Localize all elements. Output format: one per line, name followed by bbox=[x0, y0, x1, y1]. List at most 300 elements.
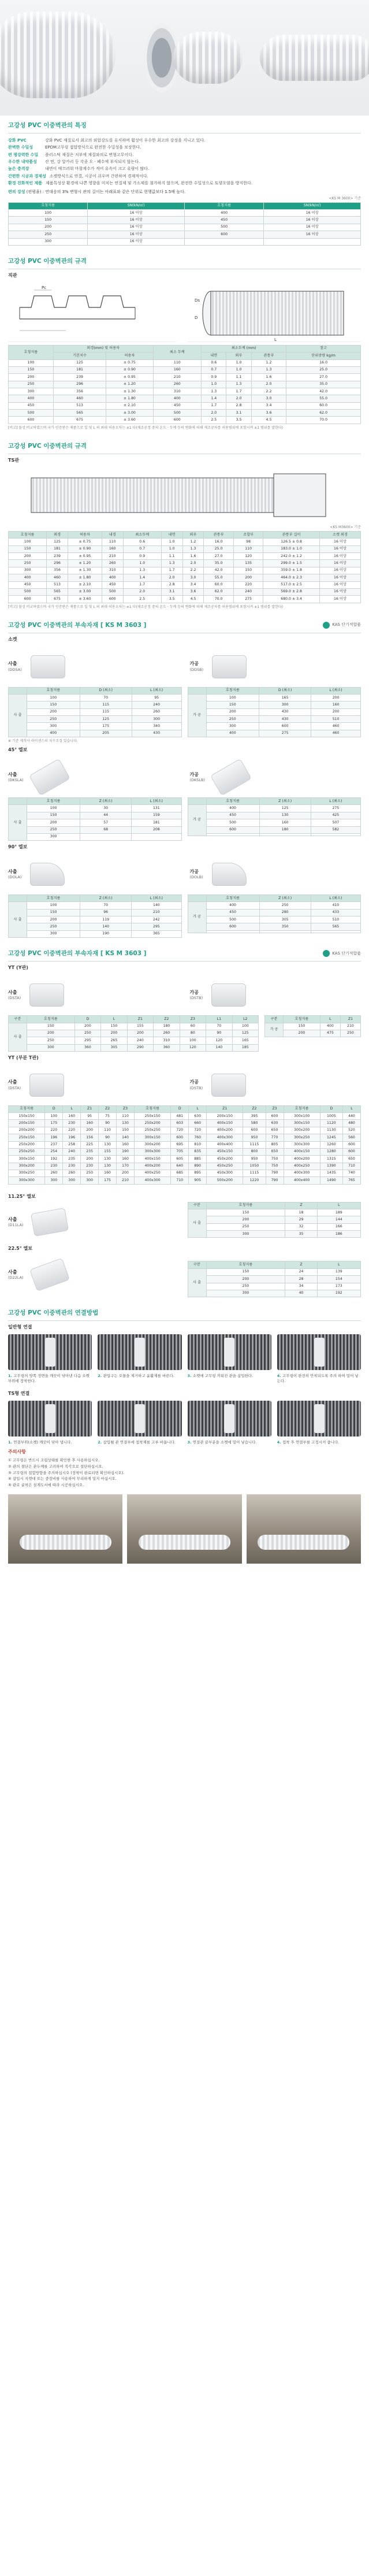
ts-spec-table bbox=[8, 531, 361, 603]
stiffness-table bbox=[8, 202, 361, 246]
table-cell: 60.0 bbox=[286, 402, 361, 409]
table-cell: 400x300 bbox=[284, 1170, 320, 1176]
elbow45-table-a bbox=[8, 797, 182, 841]
table-cell: 100 bbox=[27, 695, 80, 701]
table-cell: 296 bbox=[47, 560, 68, 567]
table-header: 최소두께 bbox=[123, 532, 161, 539]
table-cell: 299.0 ± 1.5 bbox=[263, 560, 320, 567]
caution-text: 고무링은 반드시 조립상태를 확인한 후 사용하십시오. bbox=[12, 1458, 100, 1463]
table-cell: 500 bbox=[9, 588, 47, 595]
table-cell: 16 이상 bbox=[319, 539, 360, 545]
table-header: 호칭지름 bbox=[206, 798, 259, 805]
fitting-name: 가공 bbox=[189, 661, 199, 667]
table-cell: 0.7 bbox=[202, 366, 226, 373]
table-cell: 630 bbox=[189, 1113, 207, 1120]
spec-table bbox=[8, 345, 361, 424]
table-cell: 740 bbox=[342, 1170, 360, 1176]
fitting-name: 사출 bbox=[8, 868, 17, 874]
table-cell: 460 bbox=[311, 730, 361, 737]
feature-key: 간편한 시공과 경제성 bbox=[8, 173, 46, 179]
table-cell: 150 bbox=[27, 909, 80, 916]
join-photo bbox=[8, 1334, 92, 1370]
table-cell: 675 bbox=[47, 596, 68, 603]
table-cell: 1315 bbox=[320, 1156, 342, 1163]
site-photos bbox=[8, 1494, 361, 1564]
table-cell: 513 bbox=[53, 402, 106, 409]
fitting-label bbox=[8, 990, 21, 1001]
table-cell: 450x250 bbox=[207, 1163, 243, 1170]
table-cell: 160 bbox=[259, 819, 311, 826]
table-cell: 110 bbox=[117, 1113, 135, 1120]
table-header: 호칭지름 bbox=[9, 345, 54, 359]
table-cell: 240 bbox=[233, 588, 263, 595]
table-row bbox=[9, 1163, 361, 1170]
table-cell: ± 0.95 bbox=[106, 374, 153, 381]
ks-mark-label: KAS 단기적합품 bbox=[332, 951, 361, 956]
table-cell: 258 bbox=[63, 1141, 81, 1148]
table-cell: 68 bbox=[80, 826, 132, 833]
table-cell: 675 bbox=[53, 417, 106, 424]
table-cell: 510 bbox=[311, 716, 361, 723]
table-cell: 150 bbox=[117, 1127, 135, 1134]
table-row bbox=[188, 916, 361, 923]
table-row bbox=[9, 833, 182, 840]
table-cell: 950 bbox=[243, 1134, 266, 1141]
table-row bbox=[265, 1023, 361, 1030]
feature-value: 소켓방식으로 연결, 시공이 쉬우며 간편하며 경제적이다. bbox=[49, 173, 148, 179]
table-row bbox=[9, 217, 361, 224]
fitting-label bbox=[190, 772, 206, 783]
table-cell: 1.0 bbox=[202, 381, 226, 388]
table-cell: 275 bbox=[233, 596, 263, 603]
caution-item: ① 고무링은 반드시 조립상태를 확인한 후 사용하십시오. bbox=[8, 1458, 100, 1463]
table-cell: 150 bbox=[233, 567, 263, 574]
caution-title: 주의사항 bbox=[8, 1449, 26, 1455]
table-cell: ± 1.20 bbox=[106, 381, 153, 388]
table-cell: 1.3 bbox=[161, 560, 182, 567]
table-header: Z (최소) bbox=[80, 798, 132, 805]
table-cell: 200 bbox=[27, 916, 80, 923]
table-header: Z2 bbox=[99, 1105, 117, 1112]
feature-key: 높은 충격강 bbox=[8, 166, 29, 172]
table-header: Z bbox=[285, 1261, 317, 1268]
table-cell: 30 bbox=[80, 805, 132, 812]
elbow90-image bbox=[209, 857, 249, 892]
table-cell: 190 bbox=[80, 930, 132, 937]
elbow45-tables bbox=[8, 797, 361, 841]
table-cell: 25.0 bbox=[204, 545, 233, 552]
table-header: Z bbox=[285, 1202, 317, 1209]
table-header bbox=[9, 687, 27, 694]
table-cell: 200 bbox=[127, 1030, 153, 1037]
table-cell: 16 이상 bbox=[319, 545, 360, 552]
table-cell: 160 bbox=[311, 701, 361, 708]
table-cell: 810 bbox=[189, 1141, 207, 1148]
table-cell: 475 bbox=[320, 1030, 340, 1037]
site-photo bbox=[127, 1494, 241, 1564]
table-cell: 2.8 bbox=[161, 581, 182, 588]
table-cell: 110 bbox=[153, 359, 202, 366]
table-cell: 582 bbox=[311, 826, 360, 833]
fittings2-title-bar bbox=[8, 944, 361, 962]
table-cell: 75 bbox=[99, 1113, 117, 1120]
table-cell: 200 bbox=[27, 1030, 75, 1037]
table-cell: 100 bbox=[9, 210, 88, 217]
table-cell: 400x150 bbox=[284, 1148, 320, 1155]
table-row bbox=[9, 902, 182, 909]
table-row bbox=[9, 701, 182, 708]
fitting-name: 가공 bbox=[189, 989, 199, 995]
table-cell: 3.5 bbox=[161, 596, 182, 603]
table-cell: 790 bbox=[266, 1177, 284, 1184]
site-photo bbox=[8, 1494, 122, 1564]
socket-label: 소켓 bbox=[8, 636, 17, 642]
table-row bbox=[188, 1223, 361, 1230]
table-cell: 230 bbox=[63, 1163, 81, 1170]
fitting-item bbox=[8, 1202, 182, 1242]
table-header: 호칭지름 bbox=[9, 202, 88, 209]
table-header: D bbox=[74, 1016, 100, 1023]
table-row bbox=[9, 730, 182, 737]
table-row bbox=[188, 730, 361, 737]
caution-item: ⑤ 관로 굴착은 설계도서에 따라 시공하십시오. bbox=[8, 1483, 84, 1488]
feature-key: 완벽한 수밀성 bbox=[8, 145, 33, 150]
table-cell: 60.0 bbox=[204, 581, 233, 588]
ts-join-label: TS형 연결 bbox=[8, 1390, 30, 1396]
feature-value: 제품특성상 환경에 나쁜 영향을 미치는 연질제 및 가소제를 첨가하지 않으며, 완전한 수밀성으로 토양오염을 방지한다. bbox=[45, 181, 252, 186]
table-row bbox=[9, 410, 361, 417]
table-cell: 296 bbox=[53, 381, 106, 388]
table-cell: 150 bbox=[9, 217, 88, 224]
table-cell: 310 bbox=[154, 1037, 180, 1044]
table-row bbox=[9, 1113, 361, 1120]
table-cell: 사 출 bbox=[9, 1023, 27, 1051]
table-cell: 3.6 bbox=[251, 410, 286, 417]
yt2-image bbox=[27, 1068, 67, 1103]
table-cell: 200 bbox=[81, 1156, 99, 1163]
table-cell: 600 bbox=[259, 723, 311, 730]
table-cell: 340 bbox=[132, 723, 181, 730]
table-cell: 100 bbox=[206, 695, 259, 701]
fitting-name: 가공 bbox=[189, 868, 199, 874]
table-cell: 275 bbox=[259, 730, 311, 737]
table-cell: 400 bbox=[153, 395, 202, 402]
table-cell: 80 bbox=[180, 1030, 206, 1037]
table-cell: 350 bbox=[259, 923, 311, 930]
table-cell: 450x300 bbox=[207, 1170, 243, 1176]
table-row bbox=[188, 833, 361, 836]
join-photo bbox=[98, 1334, 181, 1370]
table-cell: 165 bbox=[232, 1037, 259, 1044]
table-cell: 90 bbox=[99, 1120, 117, 1127]
table-cell: 450x150 bbox=[207, 1148, 243, 1155]
table-cell: 265 bbox=[101, 1037, 127, 1044]
join-step-text: 연결부위(소켓) 깨끗이 닦아 냅니다. bbox=[13, 1439, 72, 1445]
table-cell: 140 bbox=[117, 1134, 135, 1141]
table-row bbox=[9, 923, 182, 930]
table-cell: 450x200 bbox=[207, 1156, 243, 1163]
table-cell: 3.6 bbox=[182, 588, 204, 595]
table-cell: 600 bbox=[206, 923, 259, 930]
table-cell: 1.1 bbox=[161, 553, 182, 560]
yt2-image bbox=[208, 1068, 249, 1103]
table-cell: 1.0 bbox=[161, 545, 182, 552]
table-cell: 사 출 bbox=[188, 1268, 206, 1297]
table-cell: 155 bbox=[99, 1148, 117, 1155]
table-cell: 27.0 bbox=[204, 553, 233, 560]
table-cell: 16 이상 bbox=[88, 224, 185, 231]
table-cell: 239 bbox=[47, 553, 68, 560]
table-cell: 173 bbox=[317, 1283, 360, 1290]
table-cell: 1.2 bbox=[251, 359, 286, 366]
table-cell: 1280 bbox=[320, 1148, 342, 1155]
table-cell: 250 bbox=[74, 1030, 100, 1037]
table-cell: 1.6 bbox=[251, 374, 286, 381]
table-cell: 565 bbox=[53, 410, 106, 417]
table-row bbox=[9, 1023, 259, 1030]
table-row bbox=[9, 1141, 361, 1148]
table-cell: 230 bbox=[63, 1120, 81, 1127]
table-cell: 400 bbox=[27, 730, 80, 737]
table-cell: 1.3 bbox=[226, 381, 251, 388]
table-row bbox=[188, 930, 361, 933]
table-cell: 1.0 bbox=[226, 359, 251, 366]
table-cell: 159 bbox=[132, 812, 181, 819]
table-cell: 181 bbox=[53, 366, 106, 373]
yt-images bbox=[8, 975, 361, 1015]
table-cell: 430 bbox=[259, 708, 311, 715]
table-cell: 181 bbox=[47, 545, 68, 552]
join-step: 3. 소켓에 고무링 끼워진 관을 삽입한다. bbox=[187, 1374, 254, 1379]
table-cell: 1.0 bbox=[161, 539, 182, 545]
table-cell: 70.0 bbox=[204, 596, 233, 603]
table-header: L (최소) bbox=[132, 798, 181, 805]
table-cell: 16 이상 bbox=[88, 238, 185, 245]
table-cell: 70 bbox=[80, 902, 132, 909]
table-cell: 760 bbox=[189, 1134, 207, 1141]
table-header: 내면 bbox=[202, 352, 226, 359]
table-cell: 300x300 bbox=[9, 1177, 45, 1184]
table-cell: 200 bbox=[81, 1127, 99, 1134]
table-cell: 770 bbox=[266, 1134, 284, 1141]
table-cell: 1.4 bbox=[123, 574, 161, 581]
fitting-code: (DOLA) bbox=[8, 874, 22, 879]
fitting-label bbox=[8, 772, 24, 783]
join-photo bbox=[277, 1401, 361, 1437]
table-cell: 1.3 bbox=[202, 388, 226, 395]
fitting-name: 가공 bbox=[189, 1079, 199, 1085]
table-cell: 2.5 bbox=[202, 417, 226, 424]
table-cell: 18 bbox=[285, 1209, 317, 1216]
table-cell: 300 bbox=[259, 701, 311, 708]
table-cell: 250x150 bbox=[9, 1134, 45, 1141]
table-header bbox=[9, 895, 27, 902]
table-cell: 190 bbox=[117, 1148, 135, 1155]
join-step: 4. 접착 후 연결부를 고정시켜 줍니다. bbox=[277, 1439, 340, 1445]
fittings2-title: 고강성 PVC 이중벽관의 부속자재 [ KS M 3603 ] bbox=[8, 950, 147, 957]
table-row bbox=[9, 812, 182, 819]
table-cell: 150 bbox=[284, 1023, 320, 1030]
table-header: 관통부 bbox=[251, 352, 286, 359]
table-cell: 356 bbox=[47, 567, 68, 574]
table-cell: 250 bbox=[259, 902, 311, 909]
table-header: Z3 bbox=[117, 1105, 135, 1112]
table-cell: 1.7 bbox=[202, 402, 226, 409]
table-cell: 125 bbox=[80, 716, 132, 723]
table-cell: 200 bbox=[27, 708, 80, 715]
table-cell: 1.1 bbox=[226, 374, 251, 381]
table-cell: 300 bbox=[206, 1231, 285, 1238]
table-cell: 200 bbox=[311, 708, 361, 715]
table-cell: 460 bbox=[311, 723, 361, 730]
features-title: 고강성 PVC 이중벽관의 특징 bbox=[8, 116, 361, 133]
table-row bbox=[9, 545, 361, 552]
table-cell: 120 bbox=[233, 553, 263, 560]
pipe-image-1 bbox=[0, 12, 115, 98]
table-cell: 200 bbox=[9, 224, 88, 231]
table-header: 호칭지름 bbox=[206, 895, 259, 902]
table-cell: 200 bbox=[101, 1030, 127, 1037]
table-cell bbox=[311, 930, 360, 933]
table-row bbox=[9, 596, 361, 603]
table-cell: 580 bbox=[243, 1120, 266, 1127]
table-cell: 2.0 bbox=[202, 410, 226, 417]
table-cell: 260 bbox=[63, 1170, 81, 1176]
table-cell: 220 bbox=[63, 1127, 81, 1134]
table-cell bbox=[80, 833, 132, 840]
table-row bbox=[188, 695, 361, 701]
table-cell: 1.7 bbox=[226, 388, 251, 395]
table-cell: ± 1.20 bbox=[68, 560, 102, 567]
table-row bbox=[9, 539, 361, 545]
table-cell: 1260 bbox=[320, 1141, 342, 1148]
join-step: 1. 고무링의 양쪽 정면을 깨끗이 닦아낸 다음 소켓 부위에 장착한다. bbox=[8, 1374, 90, 1384]
table-cell: 3.5 bbox=[226, 417, 251, 424]
table-cell: 96 bbox=[80, 909, 132, 916]
table-cell: 950 bbox=[243, 1156, 266, 1163]
table-cell: 400x400 bbox=[207, 1141, 243, 1148]
table-cell: 220 bbox=[233, 581, 263, 588]
table-cell: 250 bbox=[27, 923, 80, 930]
table-cell: 200 bbox=[233, 574, 263, 581]
table-cell: 170 bbox=[117, 1163, 135, 1170]
table-cell: 400x200 bbox=[207, 1127, 243, 1134]
table-row bbox=[9, 819, 182, 826]
table-cell: 140 bbox=[132, 902, 181, 909]
table-header: Z2 bbox=[243, 1105, 266, 1112]
table-header: Z3 bbox=[180, 1016, 206, 1023]
table-row bbox=[9, 723, 182, 730]
table-cell: 4.5 bbox=[251, 417, 286, 424]
table-cell: ± 2.10 bbox=[68, 581, 102, 588]
table-cell: 650 bbox=[266, 1127, 284, 1134]
table-cell: 895 bbox=[189, 1170, 207, 1176]
table-cell: 125 bbox=[259, 805, 311, 812]
table-row bbox=[9, 359, 361, 366]
stiffness-note bbox=[8, 190, 361, 195]
table-cell: 500x200 bbox=[207, 1177, 243, 1184]
table-cell: 430 bbox=[132, 730, 181, 737]
table-header: 관통부 bbox=[204, 532, 233, 539]
table-cell: 400x150 bbox=[134, 1156, 170, 1163]
table-cell: 16 이상 bbox=[319, 596, 360, 603]
table-cell: 가 공 bbox=[188, 805, 206, 836]
table-row bbox=[188, 708, 361, 715]
table-cell: 365 bbox=[132, 930, 181, 937]
table-cell: 186 bbox=[317, 1231, 360, 1238]
table-cell: 235 bbox=[81, 1148, 99, 1155]
table-cell: 705 bbox=[171, 1148, 189, 1155]
fitting-label bbox=[190, 661, 204, 672]
table-cell: 200x150 bbox=[9, 1120, 45, 1127]
table-cell: 181 bbox=[132, 819, 181, 826]
table-header: 호칭지름 bbox=[284, 1016, 320, 1023]
table-row bbox=[9, 916, 182, 923]
table-cell: 600 bbox=[184, 231, 263, 238]
table-cell: 3.0 bbox=[182, 574, 204, 581]
fitting-code: (DSTB) bbox=[189, 1085, 203, 1090]
table-cell: 3.1 bbox=[161, 588, 182, 595]
table-cell: ± 1.30 bbox=[106, 388, 153, 395]
e22-image bbox=[29, 1257, 70, 1292]
yt-label: YT (Y관) bbox=[8, 965, 28, 971]
table-row bbox=[188, 1268, 361, 1275]
pipe-side-svg bbox=[188, 284, 361, 342]
feature-item bbox=[8, 137, 361, 144]
table-header: 호칭지름 bbox=[27, 1016, 75, 1023]
table-cell: 400 bbox=[9, 574, 47, 581]
table-cell: 481 bbox=[171, 1113, 189, 1120]
table-row bbox=[188, 1276, 361, 1283]
table-header: D bbox=[171, 1105, 189, 1112]
table-cell: 300x200 bbox=[284, 1127, 320, 1134]
table-cell: 189 bbox=[317, 1209, 360, 1216]
table-cell: 260 bbox=[102, 560, 123, 567]
join-step-text: 고무링이 완전히 안착되도록 주의 하며 밀어 넣는다. bbox=[277, 1374, 359, 1384]
table-cell: 450 bbox=[9, 581, 47, 588]
table-cell: 24 bbox=[285, 1268, 317, 1275]
e22-table bbox=[188, 1261, 361, 1297]
table-cell: 208 bbox=[132, 826, 181, 833]
table-cell: 513 bbox=[47, 581, 68, 588]
caution-item: ④ 삽입시 지렛대 또는 중장비를 사용하여 무리하게 밀지 마십시오. bbox=[8, 1476, 117, 1482]
table-cell: 239 bbox=[53, 374, 106, 381]
table-row bbox=[9, 588, 361, 595]
table-cell: 16 이상 bbox=[88, 210, 185, 217]
table-cell: 2.2 bbox=[251, 388, 286, 395]
table-row bbox=[188, 1231, 361, 1238]
table-cell: 300 bbox=[206, 1290, 285, 1297]
table-cell: 433 bbox=[311, 909, 360, 916]
table-cell: 800 bbox=[243, 1148, 266, 1155]
table-cell: 165 bbox=[259, 695, 311, 701]
table-cell: 507 bbox=[311, 819, 360, 826]
table-cell: 16.0 bbox=[286, 359, 361, 366]
table-cell: 640 bbox=[171, 1163, 189, 1170]
table-cell: 710 bbox=[171, 1177, 189, 1184]
socket-table-a bbox=[8, 687, 182, 738]
table-cell: 160 bbox=[99, 1170, 117, 1176]
table-cell: 115 bbox=[80, 701, 132, 708]
table-row bbox=[188, 909, 361, 916]
fitting-item bbox=[8, 1254, 182, 1295]
spec-footnote: [비고] 물성 비교하였으며 국가 인증받은 제품으로 일 및 L 의 최대 허용오차는 ±1 다(제조공정 중의 온도 · 두께 등의 변화에 의해 제조공차를 허용범위에 포함시켜 ±1 범위를 말한다) bbox=[8, 425, 284, 430]
pipe-image-3 bbox=[173, 32, 243, 84]
ts-pipe-svg bbox=[8, 469, 355, 521]
table-cell: 16 이상 bbox=[319, 581, 360, 588]
fitting-code: (DSTA) bbox=[8, 996, 21, 1001]
table-header bbox=[188, 798, 206, 805]
